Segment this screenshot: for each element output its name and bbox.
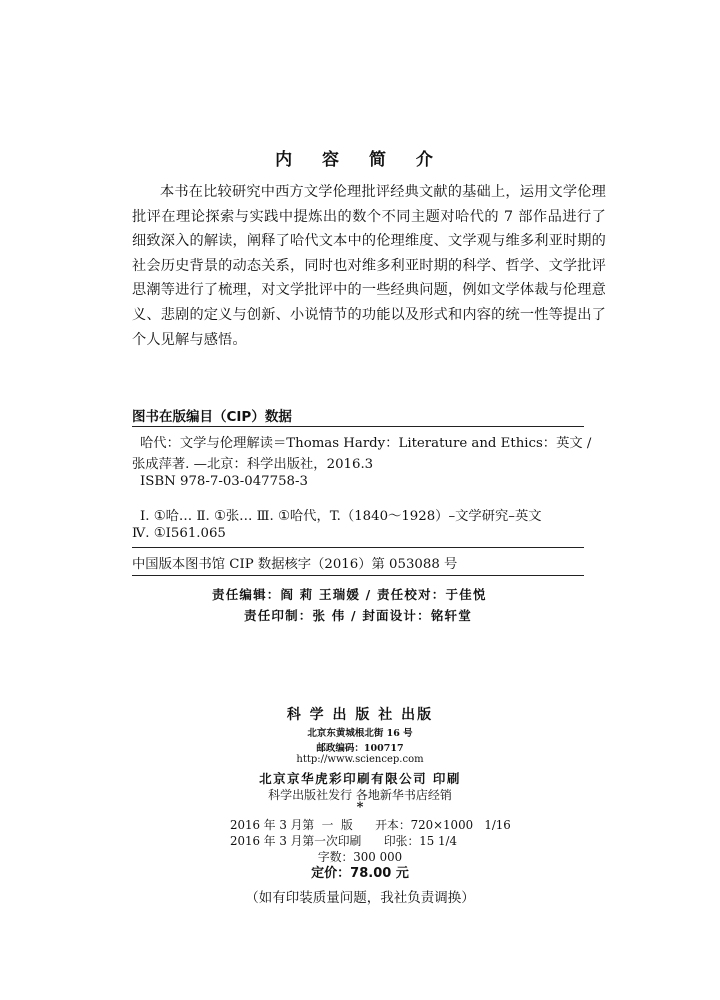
publisher-line: 科 学 出 版 社 出版 [286, 707, 434, 723]
word-count: 字数：300 000 [317, 850, 403, 864]
publisher-address: 北京东黄城根北街 16 号 [307, 728, 413, 739]
cip-heading: 图书在版编目（CIP）数据 [132, 409, 292, 425]
cip-classification-1: Ⅰ. ①哈… Ⅱ. ①张… Ⅲ. ①哈代，T.（1840～1928）–文学研究–英文 [140, 509, 542, 524]
cip-top-rule [132, 426, 584, 427]
cip-line-1: 哈代：文学与伦理解读＝Thomas Hardy：Literature and Ethics：英文 / [140, 436, 592, 451]
cip-isbn: ISBN 978-7-03-047758-3 [140, 474, 308, 489]
publisher-website: http://www.sciencep.com [296, 754, 424, 765]
edition-line-2: 2016 年 3 月第一次印刷 印张：15 1/4 [230, 834, 457, 848]
summary-body: 本书在比较研究中西方文学伦理批评经典文献的基础上，运用文学伦理批评在理论探索与实践中提炼出的数个不同主题对哈代的 7 部作品进行了细致深入的解读，阐释了哈代文本中的伦理维度、文学观与维多利亚时期的社会历史背景的动态关系，同时也对维多利亚时期的科学、哲学、文学批评思潮等进行了梳理，对文学批评中的一些经典问题，例如文学体裁与伦理意义、悲剧的定义与创新、小说情节的功能以及形式和内容的统一性等提出了个人见解与感悟。 [132, 184, 606, 348]
cip-line-2: 张成萍著. —北京：科学出版社，2016.3 [132, 457, 374, 472]
quality-notice: （如有印装质量问题，我社负责调换） [245, 890, 475, 906]
price: 定价：78.00 元 [311, 866, 409, 881]
cip-verification-number: 中国版本图书馆 CIP 数据核字（2016）第 053088 号 [132, 557, 458, 572]
publisher-postcode: 邮政编码：100717 [316, 743, 404, 754]
cip-classification-2: Ⅳ. ①I561.065 [132, 526, 226, 541]
distribution-line: 科学出版社发行 各地新华书店经销 [268, 788, 452, 802]
credits-editors: 责任编辑：阎 莉 王瑞媛 / 责任校对：于佳悦 [212, 587, 487, 602]
cip-middle-rule [132, 547, 584, 548]
separator-star: * [356, 800, 364, 815]
edition-line-1: 2016 年 3 月第 一 版 开本：720×1000 1/16 [230, 818, 511, 832]
summary-title: 内 容 简 介 [275, 150, 445, 170]
credits-production: 责任印制：张 伟 / 封面设计：铭轩堂 [244, 608, 472, 623]
cip-bottom-rule [132, 575, 584, 576]
printer-line: 北京京华虎彩印刷有限公司 印刷 [259, 771, 461, 786]
